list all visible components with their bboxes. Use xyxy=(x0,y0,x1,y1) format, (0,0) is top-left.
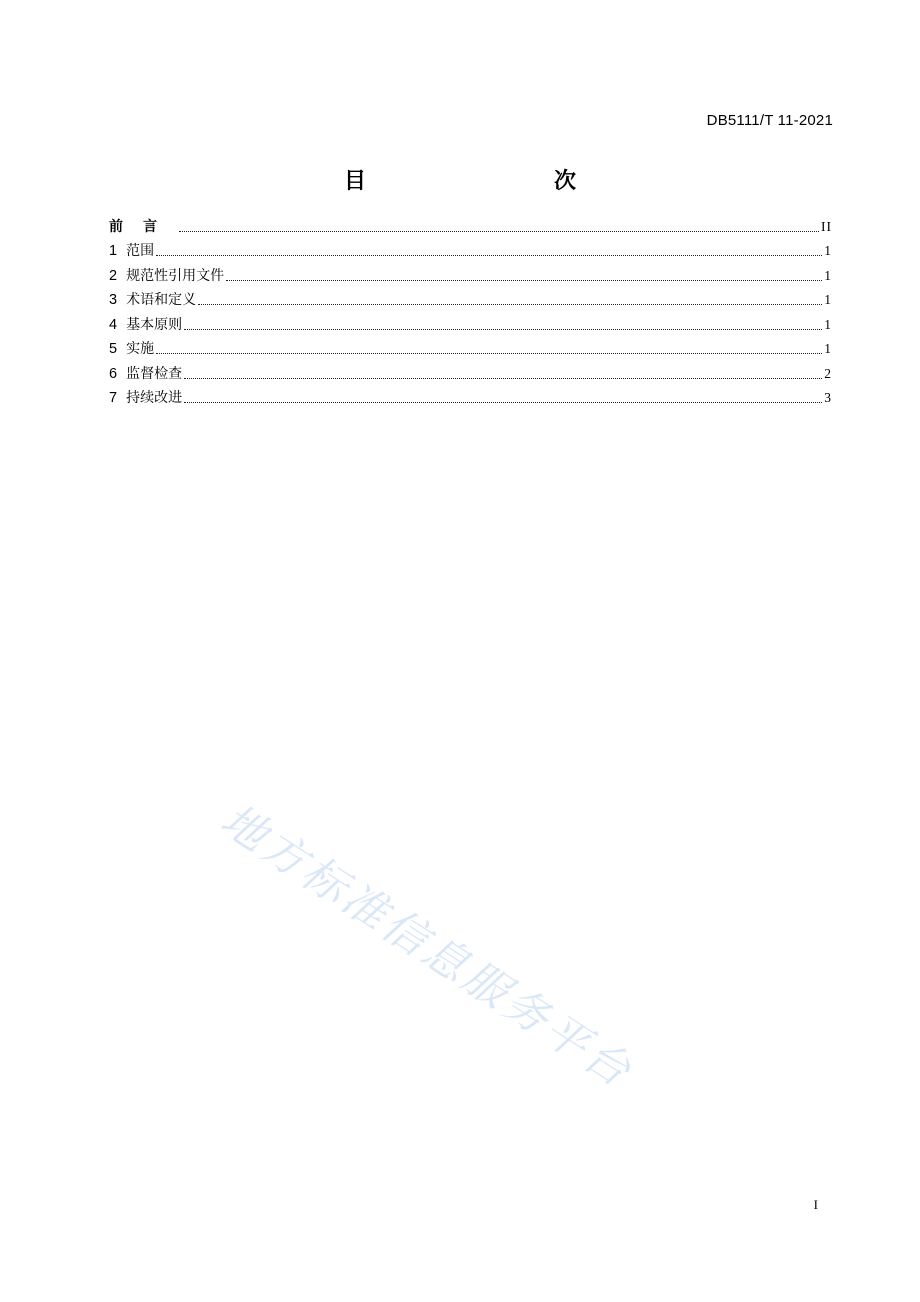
toc-entry-implementation[interactable] xyxy=(109,335,832,360)
toc-entry-text: 实施 xyxy=(126,341,155,357)
toc-entry-supervision-inspection[interactable] xyxy=(109,359,832,384)
toc-entry-continuous-improvement[interactable] xyxy=(109,384,832,409)
toc-entry-page: 1 xyxy=(824,267,832,283)
toc-entry-label xyxy=(109,266,224,286)
toc-title: 目 次 xyxy=(343,169,624,194)
toc-entry-label xyxy=(109,339,154,359)
toc-entry-text: 规范性引用文件 xyxy=(126,267,225,284)
toc-entry-page: 1 xyxy=(824,316,832,332)
page-number: I xyxy=(813,1197,818,1212)
toc-entry-page: 3 xyxy=(824,390,832,405)
toc-entry-basic-principles[interactable] xyxy=(109,310,832,335)
toc-entry-label xyxy=(109,364,182,384)
toc-entry-terms-definitions[interactable] xyxy=(109,286,832,311)
toc-entry-number: 6 xyxy=(109,365,118,382)
toc-entry-number: 4 xyxy=(109,316,118,333)
toc-dot-leader xyxy=(156,352,822,354)
toc-entry-number: 1 xyxy=(109,243,118,259)
toc-entry-label xyxy=(109,388,182,408)
toc-entry-text: 基本原则 xyxy=(126,316,183,333)
toc-dot-leader xyxy=(179,230,819,232)
toc-entry-label xyxy=(109,217,177,237)
toc-entry-label xyxy=(109,315,182,335)
toc-entry-number: 3 xyxy=(109,292,118,308)
toc-entry-page: 2 xyxy=(824,365,832,381)
toc-entry-label xyxy=(109,241,154,261)
toc-entry-number: 2 xyxy=(109,267,118,284)
toc-entry-page: II xyxy=(821,218,832,234)
toc-entry-foreword[interactable] xyxy=(109,212,832,237)
standard-code: DB5111/T 11-2021 xyxy=(706,112,833,129)
toc-dot-leader xyxy=(226,279,822,281)
toc-entry-normative-references[interactable] xyxy=(109,261,832,286)
toc-dot-leader xyxy=(184,328,822,330)
toc-dot-leader xyxy=(184,377,822,379)
toc-entry-text: 监督检查 xyxy=(126,365,183,382)
toc-entry-scope[interactable] xyxy=(109,237,832,262)
table-of-contents xyxy=(109,212,832,408)
toc-entry-text: 术语和定义 xyxy=(126,292,197,308)
toc-entry-page: 1 xyxy=(824,243,832,258)
toc-entry-label xyxy=(109,290,196,310)
toc-entry-number: 5 xyxy=(109,341,118,357)
toc-dot-leader xyxy=(184,401,822,403)
toc-entry-page: 1 xyxy=(824,341,832,356)
toc-entry-text: 范围 xyxy=(126,243,155,259)
toc-entry-page: 1 xyxy=(824,292,832,307)
toc-dot-leader xyxy=(198,303,822,305)
toc-entry-text: 持续改进 xyxy=(126,390,183,406)
watermark: 地方标准信息服务平台 xyxy=(211,794,642,1099)
toc-dot-leader xyxy=(156,254,822,256)
toc-entry-text: 前言 xyxy=(109,218,177,235)
toc-entry-number: 7 xyxy=(109,390,118,406)
